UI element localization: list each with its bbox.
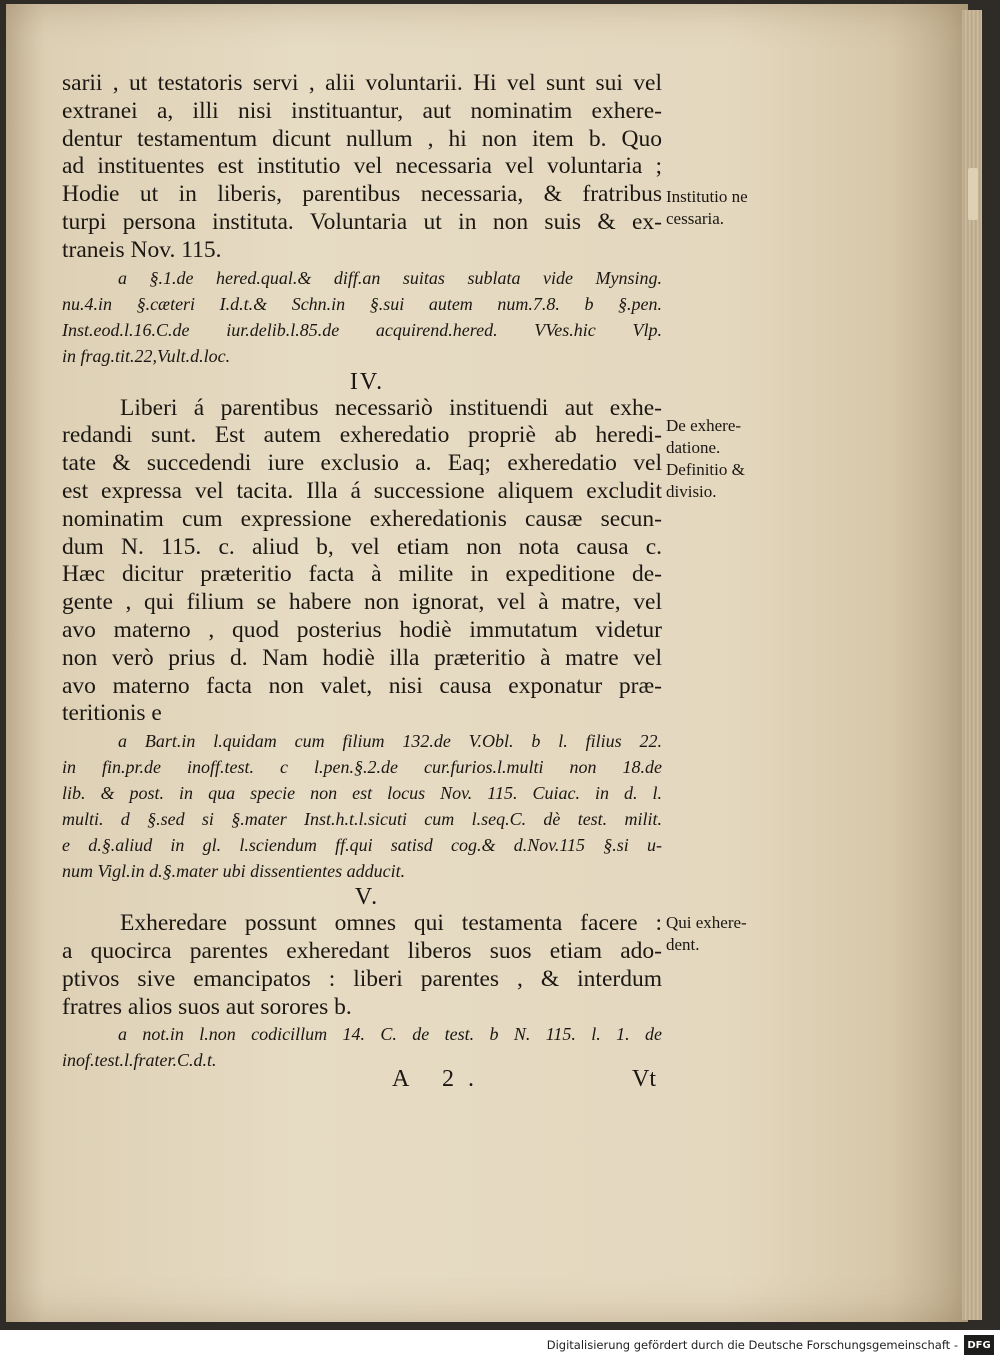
footnote-line: nu.4.in §.cæteri I.d.t.& Schn.in §.sui autem num.7.8. b §.pen. — [62, 293, 662, 314]
body-line: avo materno , quod posterius hodiè immutatum videtur — [62, 616, 662, 643]
marginal-line: dent. — [666, 935, 700, 954]
body-line: extranei a, illi nisi instituantur, aut nominatim exhere- — [62, 97, 662, 124]
footnote-line: inof.test.l.frater.C.d.t. — [62, 1050, 217, 1071]
signature-mark: A 2. — [392, 1066, 489, 1092]
footnote-line: a Bart.in l.quidam cum filium 132.de V.Obl. b l. filius 22. — [118, 731, 662, 752]
footnote-line: num Vigl.in d.§.mater ubi dissentientes adducit. — [62, 861, 406, 882]
marginal-line: Qui exhere- — [666, 913, 747, 932]
body-line: gente , qui filium se habere non ignorat, vel à matre, vel — [62, 589, 662, 616]
marginal-line: divisio. — [666, 482, 717, 501]
marginal-line: De exhere- — [666, 416, 742, 435]
footnote-line: a §.1.de hered.qual.& diff.an suitas sublata vide Mynsing. — [118, 267, 662, 288]
marginal-note-institutio — [666, 186, 748, 230]
body-line: Liberi á parentibus necessariò instituendi aut exhe- — [120, 394, 662, 421]
section-heading-v: V. — [354, 884, 380, 911]
body-line: a quocirca parentes exheredant liberos suos etiam ado- — [62, 937, 662, 964]
footnote-line: lib. & post. in qua specie non est locus Nov. 115. Cuiac. in d. l. — [62, 783, 662, 804]
body-line: est expressa vel tacita. Illa á successione aliquem excludit — [62, 477, 662, 504]
body-line: nominatim cum expressione exheredationis causæ secun- — [62, 505, 662, 532]
body-line: Hæc dicitur præteritio facta à milite in expeditione de- — [62, 561, 662, 588]
marginal-line: cessaria. — [666, 209, 725, 228]
marginal-note-qui-exheredent — [666, 912, 747, 956]
body-line: tate & succedendi iure exclusio a. Eaq; exheredatio vel — [62, 450, 662, 477]
footnote-line: in fin.pr.de inoff.test. c l.pen.§.2.de cur.furios.l.multi non 18.de — [62, 757, 662, 778]
dfg-logo: DFG — [964, 1335, 994, 1355]
main-text — [62, 70, 662, 1073]
page-tab — [968, 168, 978, 220]
footnote-line: e d.§.aliud in gl. l.sciendum ff.qui satisd cog.& d.Nov.115 §.si u- — [62, 835, 662, 856]
footnote-line: in frag.tit.22,Vult.d.loc. — [62, 345, 231, 366]
footnote-line: a not.in l.non codicillum 14. C. de test. b N. 115. l. 1. de — [118, 1024, 662, 1045]
body-line: Exheredare possunt omnes qui testamenta facere : — [120, 910, 662, 937]
body-line: sarii , ut testatoris servi , alii voluntarii. Hi vel sunt sui vel — [62, 70, 662, 96]
body-line: ptivos sive emancipatos : liberi parentes , & interdum — [62, 965, 662, 992]
dfg-credit-text: Digitalisierung gefördert durch die Deutsche Forschungsgemeinschaft - — [546, 1338, 958, 1352]
body-line: redandi sunt. Est autem exheredatio propriè ab heredi- — [62, 422, 662, 449]
digitization-footer — [0, 1330, 1000, 1361]
section-heading-iv: IV. — [349, 368, 385, 395]
body-line: fratres alios suos aut sorores b. — [62, 993, 352, 1020]
body-line: Hodie ut in liberis, parentibus necessaria, & fratribus — [62, 181, 662, 208]
body-line: teritionis e — [62, 700, 162, 727]
marginal-line: datione. — [666, 438, 721, 457]
footnote-line: multi. d §.sed si §.mater Inst.h.t.l.sicuti cum l.seq.C. dè test. milit. — [62, 809, 662, 830]
body-line: ad instituentes est institutio vel necessaria vel voluntaria ; — [62, 153, 662, 180]
footnote-line: Inst.eod.l.16.C.de iur.delib.l.85.de acquirend.hered. VVes.hic Vlp. — [62, 319, 662, 340]
marginal-note-exheredatione — [666, 415, 745, 503]
body-line: traneis Nov. 115. — [62, 236, 222, 263]
body-line: avo materno facta non valet, nisi causa exponatur præ- — [62, 672, 662, 699]
body-line: dum N. 115. c. aliud b, vel etiam non nota causa c. — [62, 533, 662, 560]
body-line: non verò prius d. Nam hodiè illa præteritio à matre vel — [62, 644, 662, 671]
catchword: Vt — [632, 1066, 656, 1092]
marginal-line: Institutio ne — [666, 187, 748, 206]
marginal-line: Definitio & — [666, 460, 745, 479]
body-line: turpi persona instituta. Voluntaria ut in non suis & ex- — [62, 208, 662, 235]
body-line: dentur testamentum dicunt nullum , hi non item b. Quo — [62, 125, 662, 152]
